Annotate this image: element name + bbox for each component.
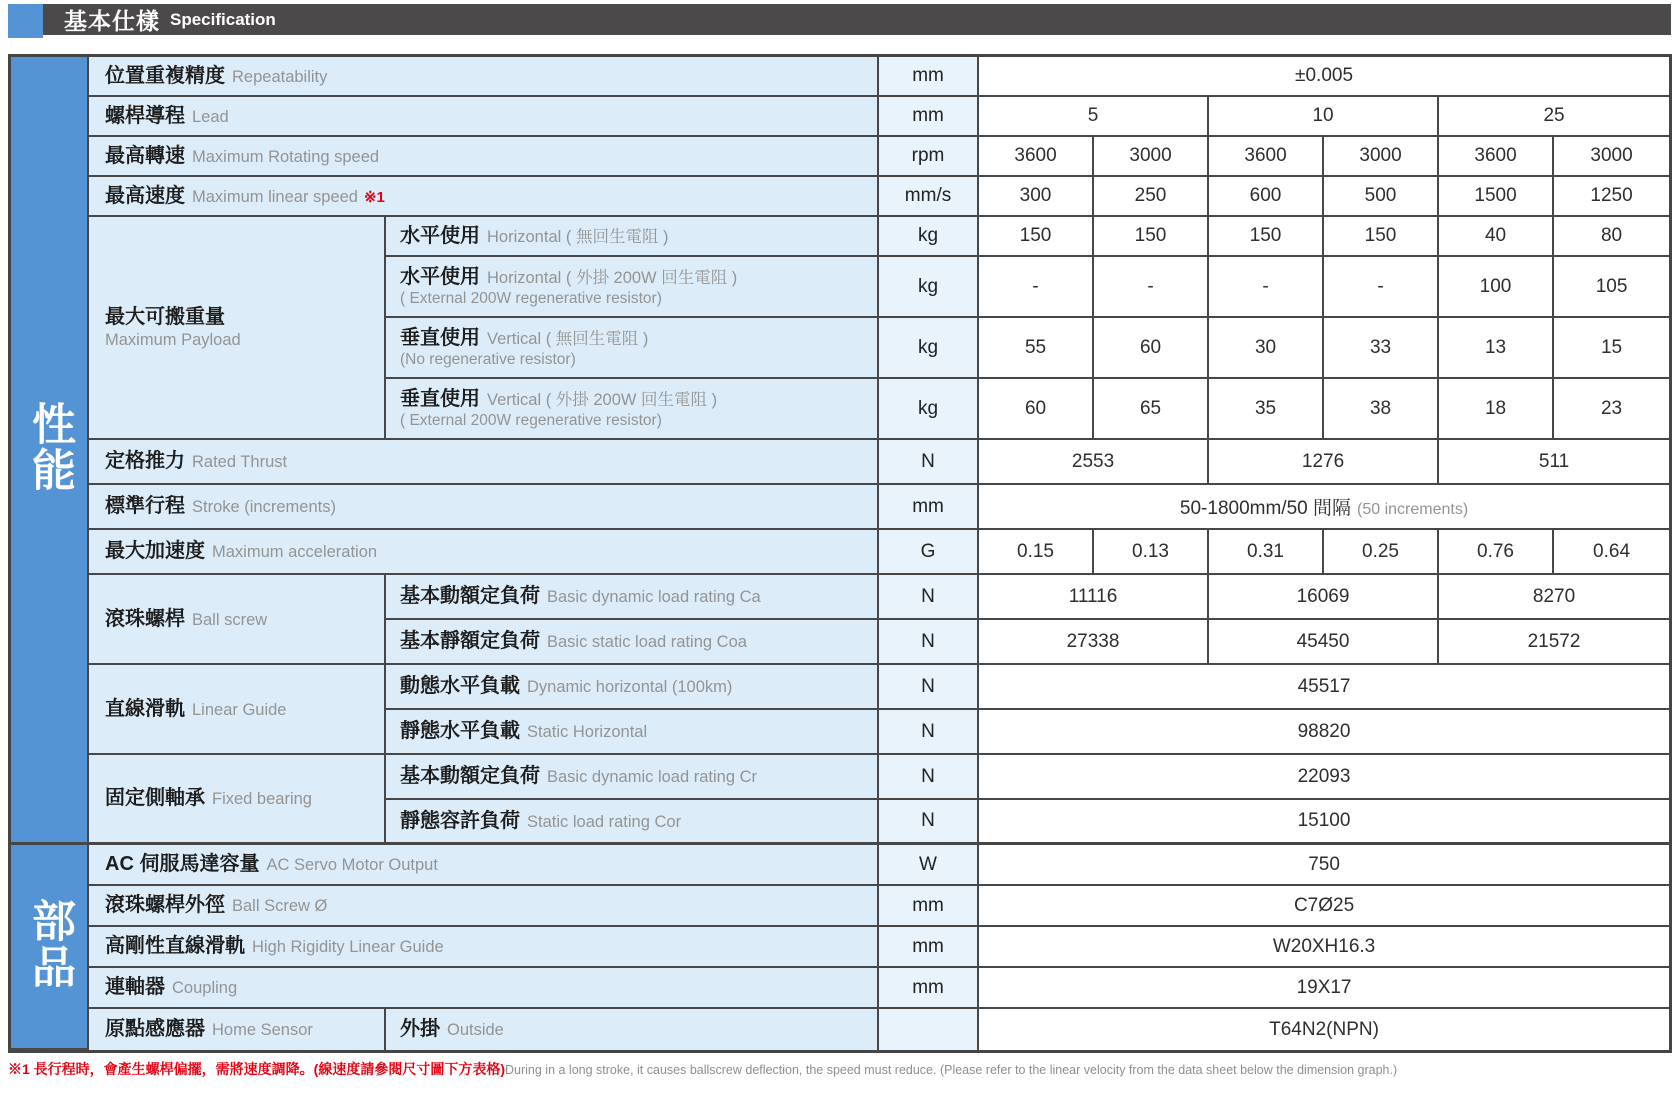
value-cell: ±0.005	[979, 57, 1669, 97]
side-label-parts: 部品	[11, 845, 89, 1050]
value-cell: 45450	[1209, 620, 1439, 665]
label-horizontal-ext-regen: 水平使用 Horizontal ( 外掛 200W 回生電阻 ) ( External 200W regenerative resistor)	[386, 257, 879, 318]
unit-cell: mm	[879, 927, 979, 968]
value-cell: 13	[1439, 318, 1554, 379]
spec-table	[11, 57, 1669, 1050]
unit-cell: rpm	[879, 137, 979, 177]
value-cell: 500	[1324, 177, 1439, 217]
value-cell: 3600	[979, 137, 1094, 177]
value-cell: 3600	[1439, 137, 1554, 177]
label-max-linear-speed: 最高速度 Maximum linear speed ※1	[89, 177, 879, 217]
value-cell: 3000	[1324, 137, 1439, 177]
value-cell: 1250	[1554, 177, 1669, 217]
label-dynamic-load-ca: 基本動額定負荷 Basic dynamic load rating Ca	[386, 575, 879, 620]
value-cell: 50-1800mm/50 間隔 (50 increments)	[979, 485, 1669, 530]
group-label-max-payload: 最大可搬重量 Maximum Payload	[89, 217, 386, 440]
value-cell: 45517	[979, 665, 1669, 710]
value-cell: 33	[1324, 318, 1439, 379]
footnote-zh: ※1 長行程時，會產生螺桿偏擺，需將速度調降。(線速度請參閱尺寸圖下方表格)	[8, 1061, 505, 1077]
value-cell: -	[1094, 257, 1209, 318]
value-cell: 600	[1209, 177, 1324, 217]
unit-cell: mm/s	[879, 177, 979, 217]
value-cell: 150	[1094, 217, 1209, 257]
label-vertical-ext-regen: 垂直使用 Vertical ( 外掛 200W 回生電阻 ) ( External 200W regenerative resistor)	[386, 379, 879, 440]
label-dynamic-load-cr: 基本動額定負荷 Basic dynamic load rating Cr	[386, 755, 879, 800]
label-horizontal-no-regen: 水平使用 Horizontal ( 無回生電阻 )	[386, 217, 879, 257]
value-cell: 2553	[979, 440, 1209, 485]
value-cell: 250	[1094, 177, 1209, 217]
group-label-ball-screw: 滾珠螺桿 Ball screw	[89, 575, 386, 665]
value-cell: 23	[1554, 379, 1669, 440]
value-cell: 0.15	[979, 530, 1094, 575]
value-cell: 150	[1324, 217, 1439, 257]
label-home-sensor-outside: 外掛 Outside	[386, 1009, 879, 1050]
label-max-rotating-speed: 最高轉速 Maximum Rotating speed	[89, 137, 879, 177]
value-cell: 300	[979, 177, 1094, 217]
value-cell: 40	[1439, 217, 1554, 257]
section-header-bar	[8, 4, 1671, 35]
group-label-linear-guide: 直線滑軌 Linear Guide	[89, 665, 386, 755]
label-rated-thrust: 定格推力 Rated Thrust	[89, 440, 879, 485]
group-label-fixed-bearing: 固定側軸承 Fixed bearing	[89, 755, 386, 845]
value-cell: 3000	[1094, 137, 1209, 177]
value-cell: 8270	[1439, 575, 1669, 620]
label-stroke: 標準行程 Stroke (increments)	[89, 485, 879, 530]
value-cell: 35	[1209, 379, 1324, 440]
value-cell: W20XH16.3	[979, 927, 1669, 968]
value-cell: -	[1209, 257, 1324, 318]
unit-cell: mm	[879, 485, 979, 530]
section-title	[64, 4, 276, 35]
value-cell: 21572	[1439, 620, 1669, 665]
value-cell: 27338	[979, 620, 1209, 665]
section-title-en: Specification	[170, 9, 276, 29]
unit-cell: N	[879, 665, 979, 710]
label-max-acceleration: 最大加速度 Maximum acceleration	[89, 530, 879, 575]
label-ball-screw-diameter: 滾珠螺桿外徑 Ball Screw Ø	[89, 886, 879, 927]
unit-cell: N	[879, 620, 979, 665]
value-cell: 5	[979, 97, 1209, 137]
label-high-rigidity-guide: 高剛性直線滑軌 High Rigidity Linear Guide	[89, 927, 879, 968]
unit-cell: kg	[879, 217, 979, 257]
unit-cell: N	[879, 800, 979, 845]
value-cell: 55	[979, 318, 1094, 379]
value-cell: 10	[1209, 97, 1439, 137]
label-dynamic-horizontal: 動態水平負載 Dynamic horizontal (100km)	[386, 665, 879, 710]
label-static-load-cor: 靜態容許負荷 Static load rating Cor	[386, 800, 879, 845]
unit-cell: kg	[879, 257, 979, 318]
unit-cell: N	[879, 755, 979, 800]
value-cell: 105	[1554, 257, 1669, 318]
value-cell: 15100	[979, 800, 1669, 845]
value-cell: 60	[1094, 318, 1209, 379]
label-repeatability: 位置重複精度 Repeatability	[89, 57, 879, 97]
value-cell: 150	[1209, 217, 1324, 257]
section-title-zh: 基本仕樣	[64, 8, 160, 34]
unit-cell-empty	[879, 1009, 979, 1050]
value-cell: 1500	[1439, 177, 1554, 217]
value-cell: 22093	[979, 755, 1669, 800]
label-coupling: 連軸器 Coupling	[89, 968, 879, 1009]
value-cell: -	[979, 257, 1094, 318]
footnote-en: During in a long stroke, it causes ballscrew deflection, the speed must reduce. (Please refer to the linear velocity from the data sheet below the dimension graph.)	[505, 1063, 1398, 1077]
unit-cell: W	[879, 845, 979, 886]
value-cell: 0.31	[1209, 530, 1324, 575]
value-cell: 15	[1554, 318, 1669, 379]
label-static-horizontal: 靜態水平負載 Static Horizontal	[386, 710, 879, 755]
unit-cell: kg	[879, 379, 979, 440]
unit-cell: mm	[879, 968, 979, 1009]
value-cell: 11116	[979, 575, 1209, 620]
label-vertical-no-regen: 垂直使用 Vertical ( 無回生電阻 ) (No regenerative resistor)	[386, 318, 879, 379]
unit-cell: mm	[879, 97, 979, 137]
value-cell: 100	[1439, 257, 1554, 318]
value-cell: -	[1324, 257, 1439, 318]
value-cell: 25	[1439, 97, 1669, 137]
spec-table-wrapper	[8, 54, 1672, 1053]
label-lead: 螺桿導程 Lead	[89, 97, 879, 137]
value-cell: 3600	[1209, 137, 1324, 177]
value-cell: T64N2(NPN)	[979, 1009, 1669, 1050]
label-ac-servo-output: AC 伺服馬達容量 AC Servo Motor Output	[89, 845, 879, 886]
value-cell: 3000	[1554, 137, 1669, 177]
value-cell: C7Ø25	[979, 886, 1669, 927]
value-cell: 150	[979, 217, 1094, 257]
unit-cell: mm	[879, 886, 979, 927]
value-cell: 0.76	[1439, 530, 1554, 575]
value-cell: 1276	[1209, 440, 1439, 485]
unit-cell: N	[879, 710, 979, 755]
side-label-performance: 性能	[11, 57, 89, 845]
footnote-ref-1: ※1	[363, 188, 385, 206]
label-home-sensor: 原點感應器 Home Sensor	[89, 1009, 386, 1050]
footnote	[8, 1059, 1676, 1079]
unit-cell: N	[879, 440, 979, 485]
accent-square	[8, 4, 43, 38]
value-cell: 98820	[979, 710, 1669, 755]
value-cell: 60	[979, 379, 1094, 440]
value-cell: 0.13	[1094, 530, 1209, 575]
value-cell: 18	[1439, 379, 1554, 440]
value-cell: 30	[1209, 318, 1324, 379]
value-cell: 511	[1439, 440, 1669, 485]
value-cell: 0.64	[1554, 530, 1669, 575]
unit-cell: kg	[879, 318, 979, 379]
value-cell: 80	[1554, 217, 1669, 257]
unit-cell: G	[879, 530, 979, 575]
value-cell: 0.25	[1324, 530, 1439, 575]
value-cell: 65	[1094, 379, 1209, 440]
unit-cell: mm	[879, 57, 979, 97]
value-cell: 19X17	[979, 968, 1669, 1009]
value-cell: 16069	[1209, 575, 1439, 620]
value-cell: 38	[1324, 379, 1439, 440]
value-cell: 750	[979, 845, 1669, 886]
label-static-load-coa: 基本靜額定負荷 Basic static load rating Coa	[386, 620, 879, 665]
unit-cell: N	[879, 575, 979, 620]
